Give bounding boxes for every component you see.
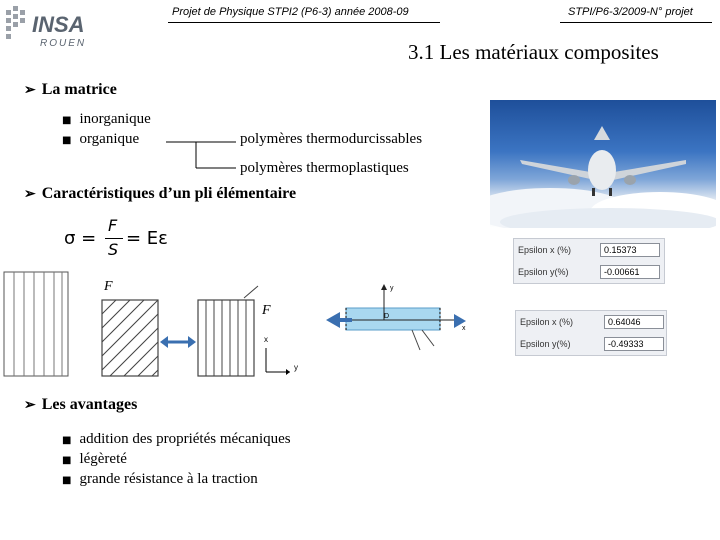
beam-x-label: x	[462, 325, 466, 332]
section-avantages-heading	[24, 396, 137, 414]
panel-2-row-1-label: Epsilon x (%)	[520, 317, 574, 327]
stress-formula	[64, 216, 184, 262]
list-item-label: légèreté	[79, 451, 127, 467]
panel-1-row-2-label: Epsilon y(%)	[518, 267, 569, 277]
list-item-label: addition des propriétés mécaniques	[79, 431, 291, 447]
formula-denominator: S	[108, 240, 119, 259]
list-item	[62, 111, 151, 128]
section-matrice-heading	[24, 81, 117, 99]
square-bullet-icon: ■	[62, 435, 72, 446]
list-item	[62, 451, 127, 468]
list-item-label: inorganique	[79, 111, 151, 127]
list-item	[62, 131, 139, 148]
formula-rhs: = Eε	[126, 228, 168, 249]
axis-y-label: y	[294, 363, 298, 372]
section-caracteristiques-label: Caractéristiques d’un pli élémentaire	[41, 185, 297, 202]
square-bullet-icon: ■	[62, 475, 72, 486]
arrow-bullet-icon: ➢	[24, 398, 36, 413]
formula-sigma: σ =	[64, 228, 97, 249]
axis-x-label: x	[264, 335, 268, 344]
section-caracteristiques-heading	[24, 185, 296, 203]
panel-1-row-2-value: -0.00661	[600, 265, 660, 279]
force-label-right: F	[262, 303, 271, 318]
arrow-bullet-icon: ➢	[24, 187, 36, 202]
airplane-photo	[490, 100, 716, 228]
formula-fraction-bar	[105, 238, 123, 239]
ply-block-right	[198, 286, 258, 376]
square-bullet-icon: ■	[62, 135, 72, 146]
strain-panel-1	[513, 238, 665, 284]
ply-block-diagonal	[102, 300, 158, 376]
beam-d-label: D	[384, 313, 390, 320]
ply-block-left	[4, 272, 68, 376]
section-avantages-label: Les avantages	[41, 396, 138, 413]
beam-diagram	[322, 280, 472, 360]
branch-connector	[166, 132, 240, 174]
header-center-text: Projet de Physique STPI2 (P6-3) année 2008-09	[172, 6, 409, 18]
beam-y-label: y	[390, 285, 394, 292]
ply-diagram	[0, 270, 310, 380]
section-matrice-label: La matrice	[41, 81, 117, 98]
list-item	[62, 431, 291, 448]
branch-thermoplastiques: polymères thermoplastiques	[240, 160, 409, 176]
panel-1-row-1-label: Epsilon x (%)	[518, 245, 572, 255]
square-bullet-icon: ■	[62, 115, 72, 126]
panel-2-row-2-value: -0.49333	[604, 337, 664, 351]
header-rule-right	[560, 22, 712, 23]
double-arrow-icon	[160, 336, 196, 348]
force-label-left: F	[104, 279, 113, 294]
formula-numerator: F	[108, 216, 118, 235]
list-item	[62, 471, 258, 488]
logo-subtext: ROUEN	[40, 38, 87, 49]
header-right-text: STPI/P6-3/2009-N° projet	[568, 6, 693, 18]
panel-1-row-1-value: 0.15373	[600, 243, 660, 257]
list-item-label: grande résistance à la traction	[79, 471, 258, 487]
logo	[4, 4, 104, 50]
arrow-bullet-icon: ➢	[24, 83, 36, 98]
header-rule-center	[168, 22, 440, 23]
page-title: 3.1 Les matériaux composites	[408, 40, 659, 64]
beam-blue-arrow-icon	[454, 314, 466, 328]
branch-thermodurcissables: polymères thermodurcissables	[240, 131, 423, 147]
strain-panel-2	[515, 310, 667, 356]
airplane-icon	[490, 100, 716, 228]
insa-logo-icon	[4, 4, 104, 50]
panel-2-row-2-label: Epsilon y(%)	[520, 339, 571, 349]
list-item-label: organique	[79, 131, 140, 147]
logo-text: INSA	[32, 12, 85, 37]
panel-2-row-1-value: 0.64046	[604, 315, 664, 329]
axis-icon	[266, 348, 290, 375]
square-bullet-icon: ■	[62, 455, 72, 466]
